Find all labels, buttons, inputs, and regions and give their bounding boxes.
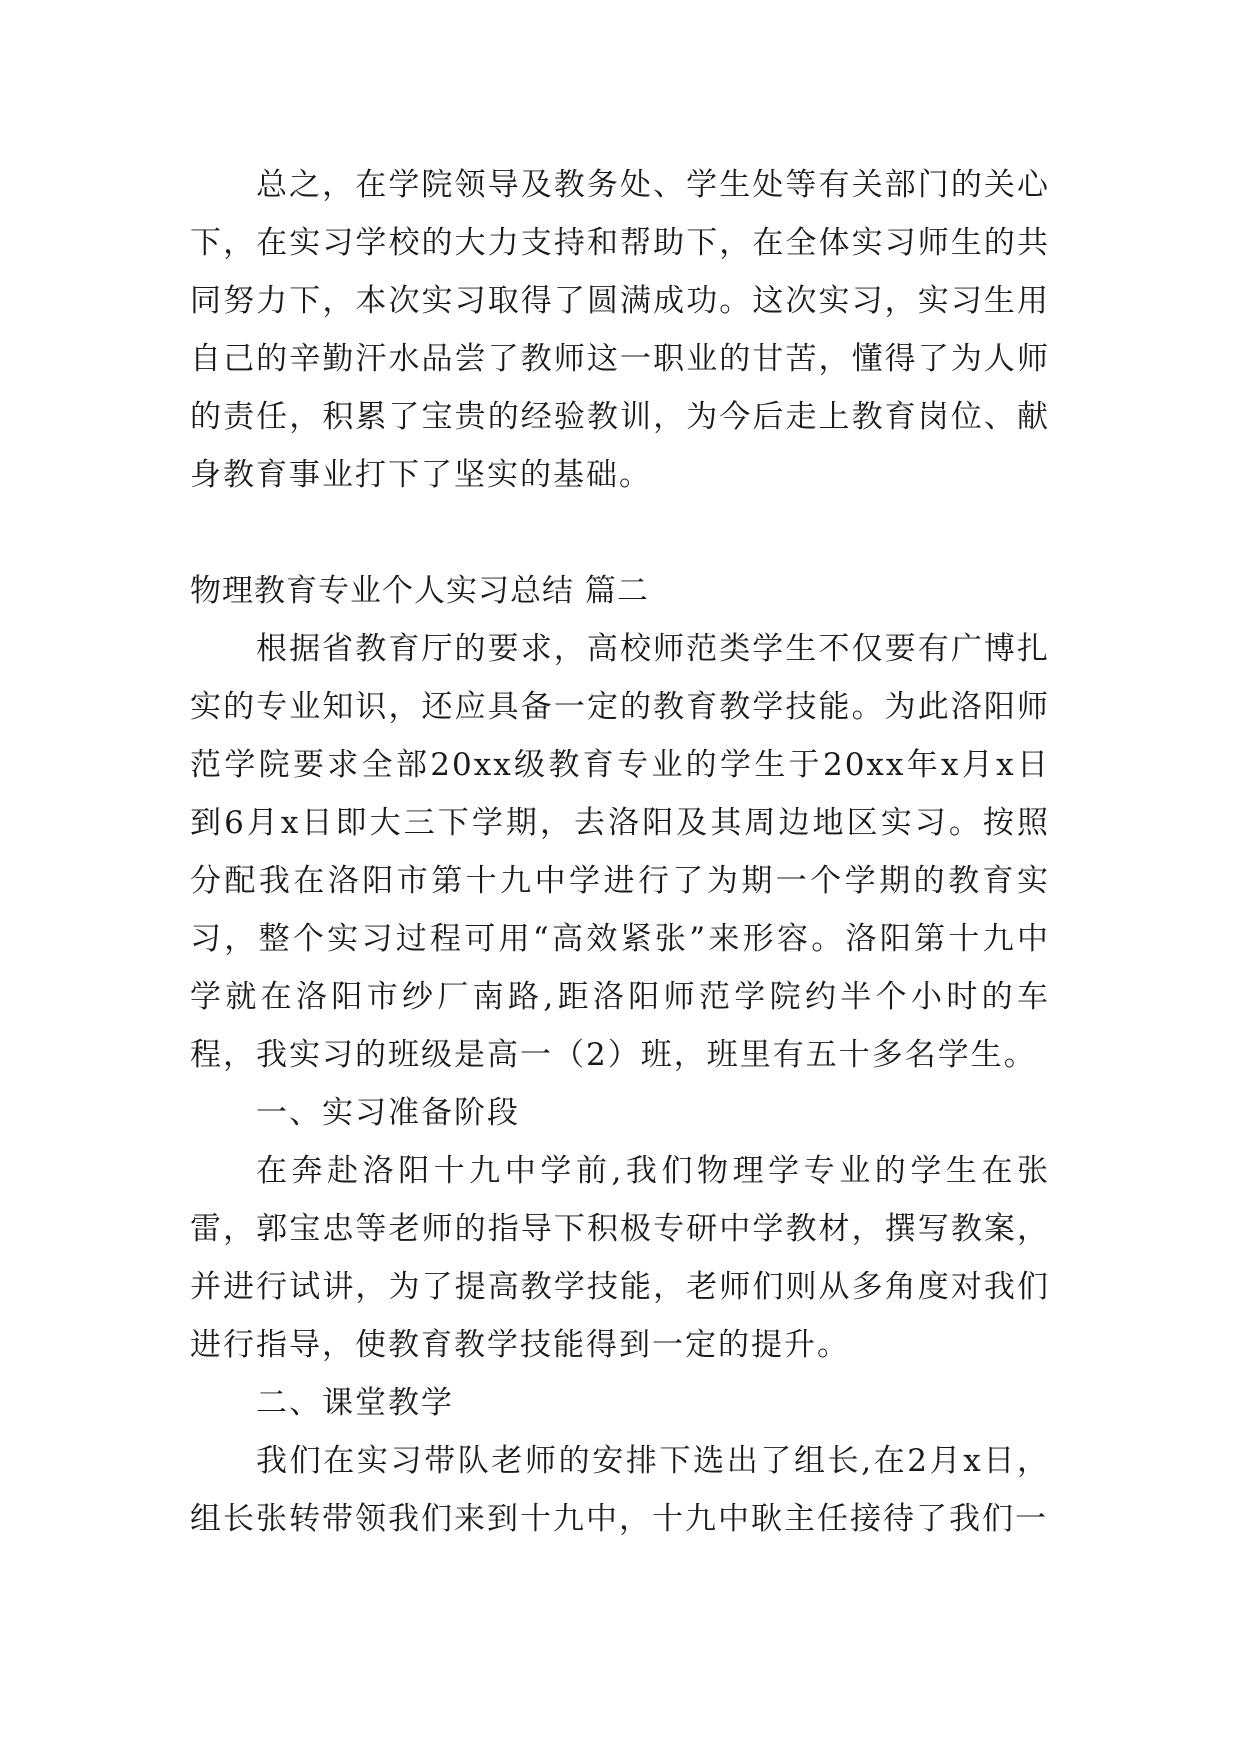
section-title: 物理教育专业个人实习总结 篇二 <box>190 573 649 609</box>
document-body <box>190 156 1050 1548</box>
subheading-classroom: 二、课堂教学 <box>256 1385 454 1421</box>
subheading-preparation: 一、实习准备阶段 <box>256 1095 520 1131</box>
paragraph-classroom: 我们在实习带队老师的安排下选出了组长,在2月x日，组长张转带领我们来到十九中，十九中耿主任接待了我们一 <box>190 1443 1050 1537</box>
paragraph-intro: 根据省教育厅的要求，高校师范类学生不仅要有广博扎实的专业知识，还应具备一定的教育教学技能。为此洛阳师范学院要求全部20xx级教育专业的学生于20xx年x月x日到6月x日即大三下学期，去洛阳及其周边地区实习。按照分配我在洛阳市第十九中学进行了为期一个学期的教育实习，整个实习过程可用“高效紧张”来形容。洛阳第十九中学就在洛阳市纱厂南路,距洛阳师范学院约半个小时的车程，我实习的班级是高一（2）班，班里有五十多名学生。 <box>190 631 1050 1073</box>
paragraph-conclusion: 总之，在学院领导及教务处、学生处等有关部门的关心下，在实习学校的大力支持和帮助下，在全体实习师生的共同努力下，本次实习取得了圆满成功。这次实习，实习生用自己的辛勤汗水品尝了教师这一职业的甘苦，懂得了为人师的责任，积累了宝贵的经验教训，为今后走上教育岗位、献身教育事业打下了坚实的基础。 <box>190 167 1050 493</box>
paragraph-preparation: 在奔赴洛阳十九中学前,我们物理学专业的学生在张雷，郭宝忠等老师的指导下积极专研中学教材，撰写教案，并进行试讲，为了提高教学技能，老师们则从多角度对我们进行指导，使教育教学技能得到一定的提升。 <box>190 1153 1050 1363</box>
